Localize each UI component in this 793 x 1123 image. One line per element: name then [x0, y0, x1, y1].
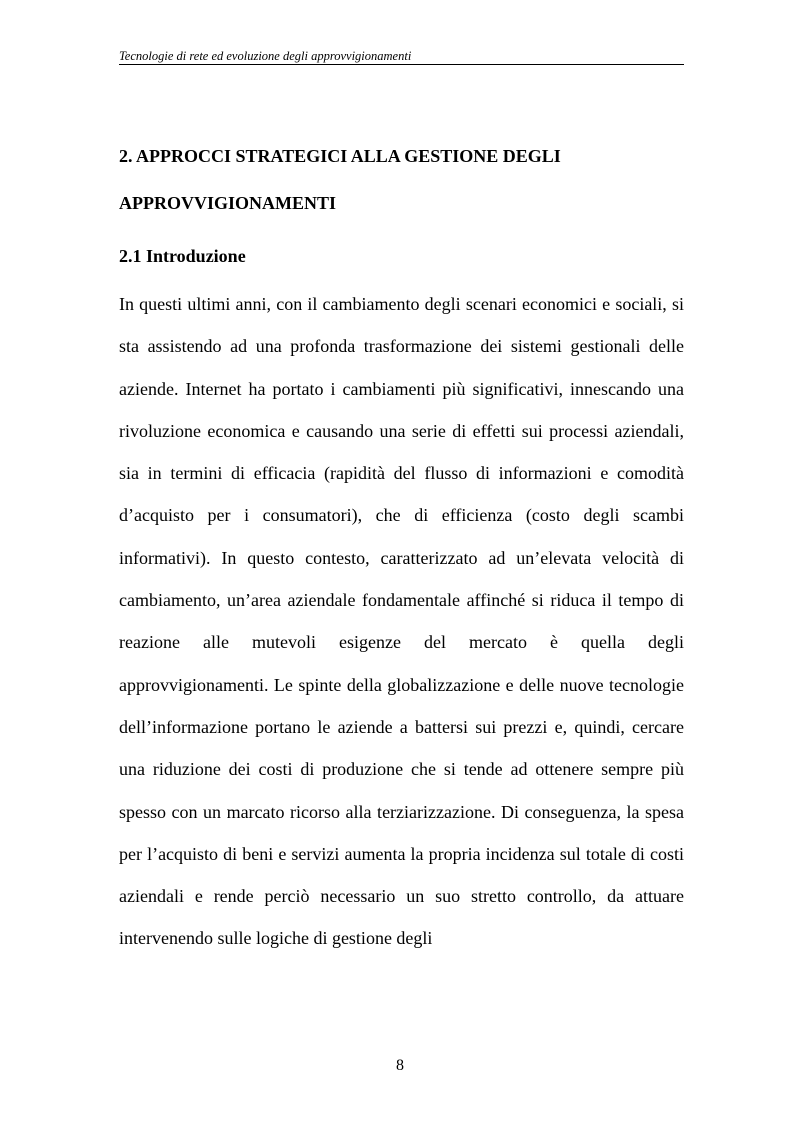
section-heading: 2.1 Introduzione — [119, 246, 246, 266]
page-number: 8 — [396, 1057, 404, 1074]
body-paragraph: In questi ultimi anni, con il cambiamento degli scenari economici e sociali, si sta assistendo ad una profonda trasformazione dei sistemi gestionali delle aziende. Internet ha portato i cambiamenti più significativi, innescando una rivoluzione economica e causando una serie di effetti sui processi aziendali, sia in termini di efficacia (rapidità del flusso di informazioni e comodità d’acquisto per i consumatori), che di efficienza (costo degli scambi informativi). In questo contesto, caratterizzato ad un’elevata velocità di cambiamento, un’area aziendale fondamentale affinché si riduca il tempo di reazione alle mutevoli esigenze del mercato è quella degli approvvigionamenti. Le spinte della globalizzazione e delle nuove tecnologie dell’informazione portano le aziende a battersi sui prezzi e, quindi, cercare una riduzione dei costi di produzione che si tende ad ottenere sempre più spesso con un marcato ricorso alla terziarizzazione. Di conseguenza, la spesa per l’acquisto di beni e servizi aumenta la propria incidenza sul totale di costi aziendali e rende perciò necessario un suo stretto controllo, da attuare intervenendo sulle logiche di gestione degli — [119, 294, 684, 949]
running-header: Tecnologie di rete ed evoluzione degli approvvigionamenti — [119, 48, 684, 65]
chapter-title: 2. APPROCCI STRATEGICI ALLA GESTIONE DEGLI APPROVVIGIONAMENTI — [119, 146, 561, 213]
